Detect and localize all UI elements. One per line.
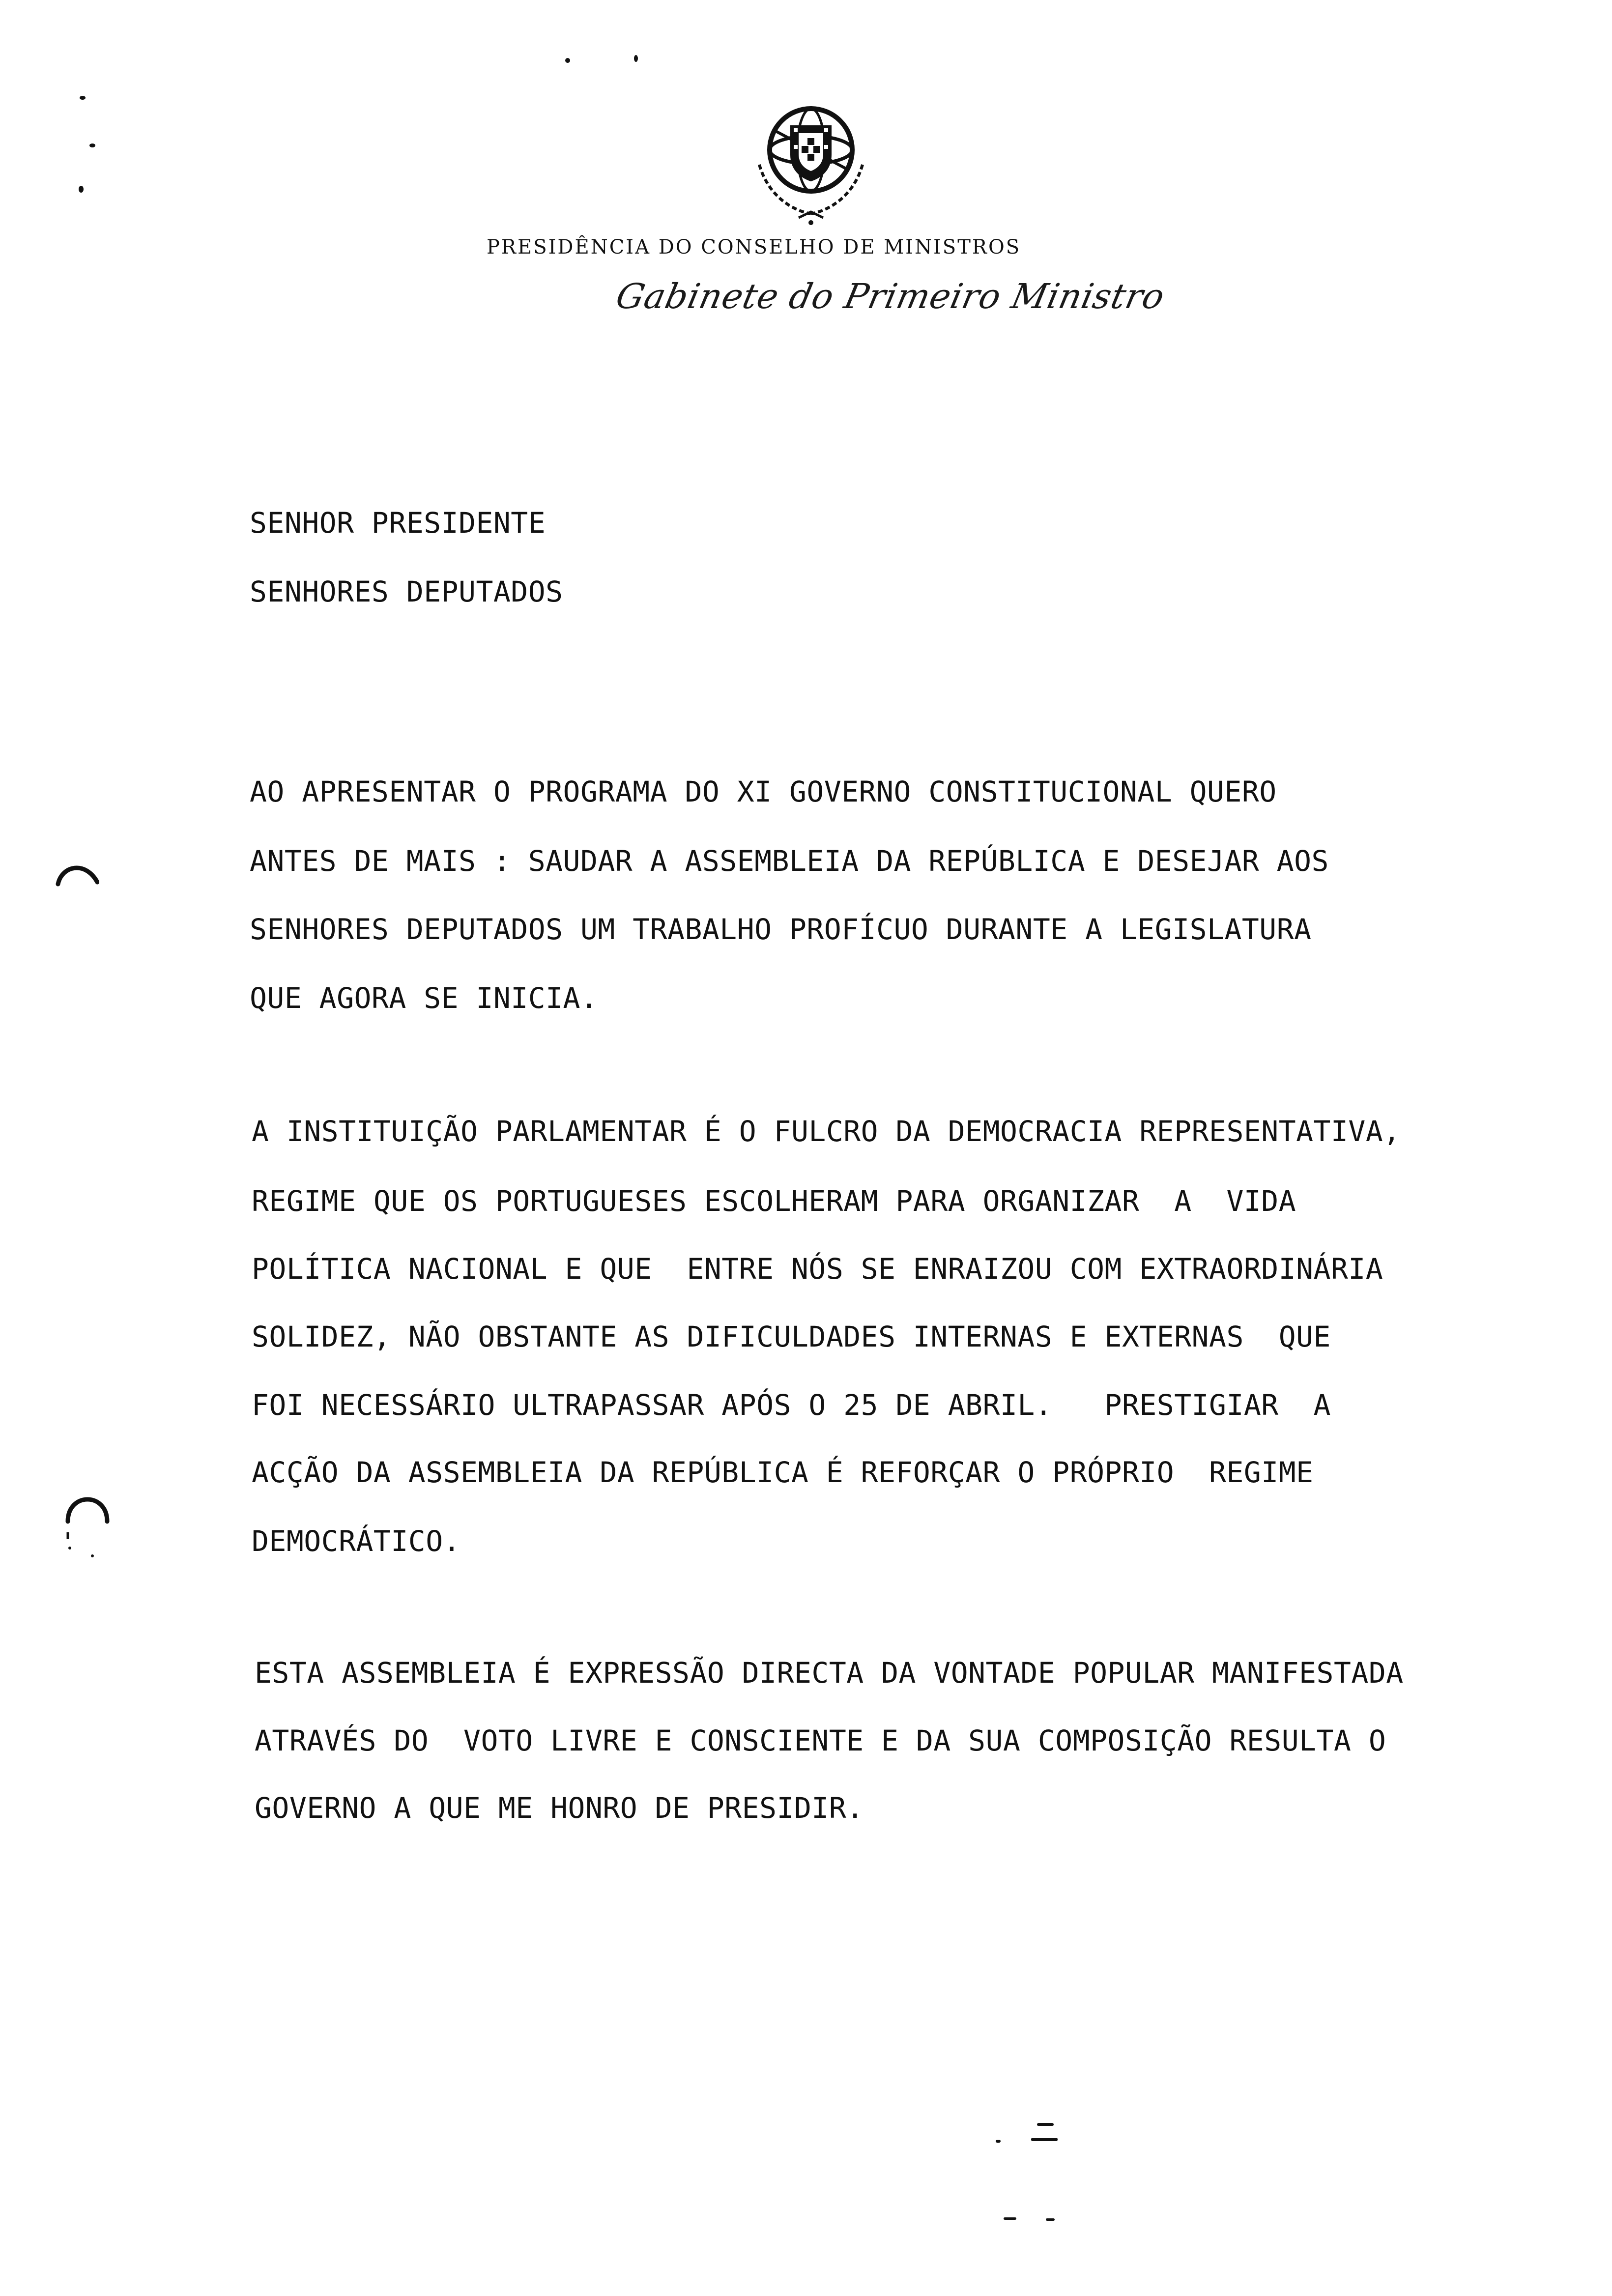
paragraph-1-line: ANTES DE MAIS : SAUDAR A ASSEMBLEIA DA REPÚBLICA E DESEJAR AOS [250,844,1329,878]
paragraph-2-line: FOI NECESSÁRIO ULTRAPASSAR APÓS O 25 DE ABRIL. PRESTIGIAR A [252,1388,1331,1422]
margin-mark [634,55,638,62]
margin-mark [1046,2218,1055,2221]
salutation-line-1: SENHOR PRESIDENTE [250,506,546,540]
binder-hole-mark-top [55,858,99,887]
office-handwritten-title: Gabinete do Primeiro Ministro [612,276,1169,316]
salutation-line-2: SENHORES DEPUTADOS [250,575,563,608]
paragraph-1-line: AO APRESENTAR O PROGRAMA DO XI GOVERNO CONSTITUCIONAL QUERO [250,775,1277,808]
margin-mark [565,58,570,63]
margin-mark [1031,2138,1058,2141]
paragraph-1-line: QUE AGORA SE INICIA. [250,981,598,1015]
margin-mark [89,144,95,147]
margin-mark [1004,2217,1016,2220]
margin-mark [1037,2123,1054,2126]
paragraph-3-line: GOVERNO A QUE ME HONRO DE PRESIDIR. [255,1791,864,1825]
paragraph-2-line: SOLIDEZ, NÃO OBSTANTE AS DIFICULDADES INTERNAS E EXTERNAS QUE [252,1320,1331,1353]
paragraph-2-line: REGIME QUE OS PORTUGUESES ESCOLHERAM PARA ORGANIZAR A VIDA [252,1184,1296,1218]
binder-hole-mark-bottom [63,1484,112,1563]
paragraph-1-line: SENHORES DEPUTADOS UM TRABALHO PROFÍCUO DURANTE A LEGISLATURA [250,913,1312,946]
paragraph-2-line: ACÇÃO DA ASSEMBLEIA DA REPÚBLICA É REFORÇAR O PRÓPRIO REGIME [252,1456,1314,1489]
paragraph-2-line: DEMOCRÁTICO. [252,1524,461,1558]
paragraph-2-line: A INSTITUIÇÃO PARLAMENTAR É O FULCRO DA DEMOCRACIA REPRESENTATIVA, [252,1115,1401,1148]
coat-of-arms-icon [745,96,877,229]
institution-name: PRESIDÊNCIA DO CONSELHO DE MINISTROS [487,236,1021,258]
paragraph-3-line: ATRAVÉS DO VOTO LIVRE E CONSCIENTE E DA SUA COMPOSIÇÃO RESULTA O [255,1724,1386,1757]
margin-mark [79,186,84,193]
margin-mark [80,96,86,100]
paragraph-2-line: POLÍTICA NACIONAL E QUE ENTRE NÓS SE ENRAIZOU COM EXTRAORDINÁRIA [252,1252,1383,1286]
paragraph-3-line: ESTA ASSEMBLEIA É EXPRESSÃO DIRECTA DA VONTADE POPULAR MANIFESTADA [255,1656,1404,1690]
margin-mark [996,2140,1001,2143]
